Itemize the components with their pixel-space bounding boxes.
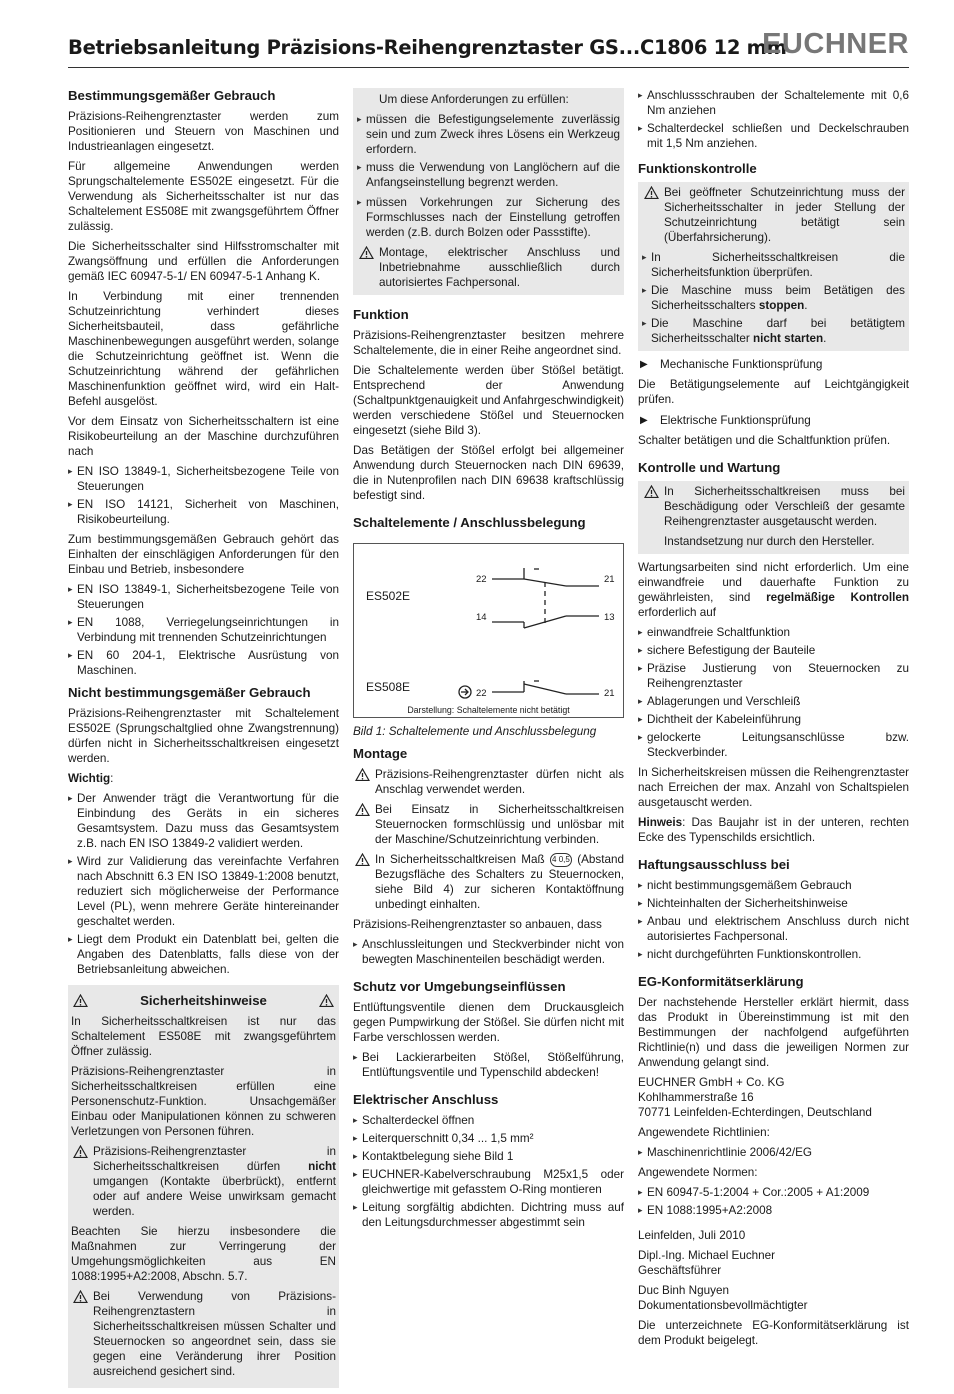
es502e-label: ES502E [366, 589, 411, 603]
requirements-box [353, 88, 624, 295]
list-item: ▸ EN 60 204-1, Elektrische Ausrüstung von Maschinen. [68, 648, 339, 678]
list-item: ▸ Maschinenrichtlinie 2006/42/EG [638, 1145, 909, 1160]
signatory: Duc Binh Nguyen Dokumentationsbevollmächtigter [638, 1284, 808, 1312]
list [353, 1050, 624, 1080]
warning-note: In Sicherheitsschaltkreisen muss bei Beschädigung oder Verschleiß der gesamte Reihengrenztaster ausgetauscht werden. [642, 484, 905, 529]
warning-icon [355, 768, 370, 781]
list-item: ▸ Anschlussleitungen und Steckverbinder nicht von bewegten Maschinenteilen beschädigt werden. [353, 937, 624, 967]
warning-icon [73, 994, 88, 1007]
warning-icon [355, 853, 370, 866]
warning-icon [644, 186, 659, 199]
heading-haftung: Haftungsausschluss bei [638, 857, 790, 872]
arrow-right-icon: ▶ [640, 415, 648, 426]
list-item: ▸ Die Maschine muss beim Betätigen des Sicherheitsschalters stoppen. [642, 283, 905, 313]
norm-list [68, 464, 339, 527]
list-item: ▸ Dichtheit der Kabeleinführung [638, 712, 909, 727]
heading-funktion: Funktion [353, 307, 409, 322]
warning-note: In Sicherheitsschaltkreisen Maß 4 0,5 (Abstand Bezugsfläche des Schalters zu Steuernocken, siehe Bild 4) zur sicheren Kontaktöffnung unbedingt einhalten. [353, 852, 624, 912]
list-item: ▸ EN ISO 13849-1, Sicherheitsbezogene Teile von Steuerungen [68, 464, 339, 494]
paragraph: In Sicherheitskreisen müssen die Reihengrenztaster nach Erreichen der max. Anzahl von Schaltspielen ausgetauscht werden. [638, 766, 909, 809]
list-item: ▸ EN ISO 14121, Sicherheit von Maschinen, Risikobeurteilung. [68, 497, 339, 527]
paragraph: Um diese Anforderungen zu erfüllen: [379, 93, 569, 106]
paragraph: Wartungsarbeiten sind nicht erforderlich. Um eine einwandfreie und dauerhafte Funktion zu gewährleisten, sind regelmäßige Kontrollen erforderlich auf [638, 561, 909, 619]
list-item: ▸ Wird zur Validierung das vereinfachte Verfahren nach Abschnitt 6.3 EN ISO 13849-1:2008 benutzt, reduziert sich möglicherweise der Performance Level (PL), wenn mehrere Geräte hintereinander geschaltet werden. [68, 854, 339, 929]
list [353, 1113, 624, 1230]
maintenance-box [638, 481, 909, 554]
signatory: Dipl.-Ing. Michael Euchner Geschäftsführer [638, 1249, 776, 1277]
list [638, 1145, 909, 1160]
list [638, 1185, 909, 1218]
list-item: ▸ Liegt dem Produkt ein Datenblatt bei, gelten die Angaben des Datenblatts, falls diese von der Betriebsanleitung abweichen. [68, 932, 339, 977]
list [638, 625, 909, 760]
paragraph: Die Schaltelemente werden über Stößel betätigt. Entsprechend der Anwendung (Schaltpunktgenauigkeit und Anfahrgeschwindigkeit) werden verschiedene Stößel und Steuernocken eingesetzt (siehe Bild 3). [353, 364, 624, 437]
sub-list [357, 112, 620, 190]
function-check-box [638, 182, 909, 351]
paragraph: Zum bestimmungsgemäßen Gebrauch gehört das Einhalten der einschlägigen Anforderungen für den Einbau und Betrieb, insbesondere [68, 533, 339, 576]
step-mechanical: ▶ Mechanische Funktionsprüfung [640, 358, 823, 371]
column-1 [68, 88, 339, 1394]
warning-note: Bei geöffneter Schutzeinrichtung muss der Sicherheitsschalter in jeder Stellung der Schutzeinrichtung betätigt sein (Überfahrsicherung). [642, 185, 905, 245]
header-rule [68, 67, 909, 68]
list-item: ▸ In Sicherheitsschaltkreisen die Sicherheitsfunktion überprüfen. [642, 250, 905, 280]
page-title: Betriebsanleitung Präzisions-Reihengrenztaster GS...C1806 12 mm [68, 36, 787, 59]
list-item: ▸ gelockerte Leitungsanschlüsse bzw. Steckverbinder. [638, 730, 909, 760]
list-item: ▸ Anschlussschrauben der Schaltelemente mit 0,6 Nm anziehen [638, 88, 909, 118]
figure-caption: Bild 1: Schaltelemente und Anschlussbelegung [353, 725, 597, 738]
paragraph: Angewendete Normen: [638, 1166, 758, 1179]
paragraph: Angewendete Richtlinien: [638, 1126, 770, 1139]
list-item: ▸ Anbau und elektrischem Anschluss durch nicht autorisiertes Fachpersonal. [638, 914, 909, 944]
paragraph: Der nachstehende Hersteller erklärt hiermit, dass das Produkt in Übereinstimmung ist mit den Bestimmungen der nachfolgend aufgeführten Richtlinie(n) und dass die jeweiligen Normen zur Anwendung gelangt sind. [638, 996, 909, 1069]
euchner-logo: EUCHNER [762, 28, 909, 60]
terminal-label: 22 [476, 688, 487, 699]
terminal-label: 21 [604, 574, 615, 585]
list [642, 250, 905, 346]
warning-note: Bei Einsatz in Sicherheitsschaltkreisen Steuernocken formschlüssig und unlösbar mit der Maschine/Schutzeinrichtung verbinden. [353, 802, 624, 847]
safety-box [68, 985, 339, 1388]
list-item: ▸ Schalterdeckel öffnen [353, 1113, 624, 1128]
list-item: ▸ Bei Lackierarbeiten Stößel, Stößelführung, Entlüftungsventile und Typenschild abdecken! [353, 1050, 624, 1080]
list-item: ▸ nicht durchgeführten Funktionskontrollen. [638, 947, 909, 962]
heading-bestimmung: Bestimmungsgemäßer Gebrauch [68, 88, 276, 103]
paragraph: Präzisions-Reihengrenztaster in Sicherheitsschaltkreisen erfüllen eine Personenschutz-Funktion. Unsachgemäßer Einbau oder Manipulationen können zu schweren Verletzungen von Personen führen. [71, 1065, 336, 1138]
list-item: ▸ einwandfreie Schaltfunktion [638, 625, 909, 640]
list [638, 878, 909, 962]
warning-note: Bei Verwendung von Präzisions-Reihengrenztastern in Sicherheitsschaltkreisen müssen Schalter und Steuernocken so angeordnet sein, dass sie gegen eine Veränderung ihrer Position ausreichend gesichert sind. [71, 1289, 336, 1379]
paragraph: Die Sicherheitsschalter sind Hilfsstromschalter mit Zwangsöffnung und erfüllen die Anforderungen gemäß IEC 60947-5-1/ EN 60947-5-1 Anhang K. [68, 240, 339, 283]
list-item: ▸ Schalterdeckel schließen und Deckelschrauben mit 1,5 Nm anziehen. [638, 121, 909, 151]
list-item: ▸ sichere Befestigung der Bauteile [638, 643, 909, 658]
paragraph: Präzisions-Reihengrenztaster werden zum Positionieren und Steuern von Maschinen und Industrieanlagen eingesetzt. [68, 110, 339, 153]
heading-elektrisch: Elektrischer Anschluss [353, 1092, 499, 1107]
norm-list [68, 582, 339, 678]
list-item: ▸ Leitung sorgfältig abdichten. Dichtring muss auf den Leitungsdurchmesser abgestimmt sein [353, 1200, 624, 1230]
wichtig-label: Wichtig: [68, 772, 114, 785]
list-item: ▸ EUCHNER-Kabelverschraubung M25x1,5 oder gleichwertige mit gefasstem O-Ring montieren [353, 1167, 624, 1197]
list-item: ▸ EN ISO 13849-1, Sicherheitsbezogene Teile von Steuerungen [68, 582, 339, 612]
list-item: ▸ Kontaktbelegung siehe Bild 1 [353, 1149, 624, 1164]
list-item: ▸ muss die Verwendung von Langlöchern auf die Anfangseinstellung begrenzt werden. [357, 160, 620, 190]
heading-eg: EG-Konformitätserklärung [638, 974, 804, 989]
paragraph: Hinweis: Das Baujahr ist in der unteren, rechten Ecke des Typenschilds ersichtlich. [638, 816, 909, 844]
paragraph: Beachten Sie hierzu insbesondere die Maßnahmen zur Verringerung der Umgehungsmöglichkeiten aus EN 1088:1995+A2:2008, Abschn. 5.7. [71, 1225, 336, 1283]
warning-icon [355, 803, 370, 816]
heading-montage: Montage [353, 746, 408, 761]
list-item: ▸ EN 60947-5-1:2004 + Cor.:2005 + A1:2009 [638, 1185, 909, 1200]
warning-note: Montage, elektrischer Anschluss und Inbetriebnahme ausschließlich durch autorisiertes Fachpersonal. [357, 245, 620, 290]
warning-icon [73, 1145, 88, 1158]
paragraph: Das Betätigen der Stößel erfolgt bei allgemeiner Anwendung durch Steuernocken nach DIN 69639, die in Nutenprofilen nach DIN 69638 kraftschlüssig befestigt sind. [353, 444, 624, 502]
paragraph: In Verbindung mit einer trennenden Schutzeinrichtung verhindert dieses Sicherheitsbauteil, dass gefährliche Maschinenbewegungen ausgeführt werden, solange die Schutzeinrichtung geöffnet ist. Wenn die Schutzeinrichtung während der gefährlichen Maschinenfunktion geöffnet wird, wird ein Halt-Befehl ausgelöst. [68, 290, 339, 408]
list-item: ▸ Leiterquerschnitt 0,34 ... 1,5 mm² [353, 1131, 624, 1146]
column-2 [353, 88, 624, 1235]
list-item: ▸ müssen Vorkehrungen zur Sicherung des Formschlusses nach der Einstellung getroffen werden (z.B. durch Bolzen oder Passstifte). [357, 195, 620, 240]
list-item: ▸ Die Maschine darf bei betätigtem Sicherheitsschalter nicht starten. [642, 316, 905, 346]
list [357, 195, 620, 240]
arrow-right-icon: ▶ [640, 359, 648, 370]
warning-note: Präzisions-Reihengrenztaster dürfen nicht als Anschlag verwendet werden. [353, 767, 624, 797]
paragraph: Präzisions-Reihengrenztaster mit Schaltelement ES502E (Sprungschaltglied ohne Zwangstrennung) dürfen nicht in Sicherheitsschaltkreisen eingesetzt werden. [68, 707, 339, 765]
wiring-diagram [353, 543, 624, 718]
list-item: ▸ Präzise Justierung von Steuernocken zu Reihengrenztaster [638, 661, 909, 691]
paragraph: Vor dem Einsatz von Sicherheitsschaltern ist eine Risikobeurteilung an der Maschine durchzuführen nach [68, 415, 339, 458]
list [353, 937, 624, 967]
safety-heading: Sicherheitshinweise [71, 993, 336, 1008]
warning-icon [359, 246, 374, 259]
paragraph: Präzisions-Reihengrenztaster besitzen mehrere Schaltelemente, die in einer Reihe angeordnet sind. [353, 329, 624, 357]
heading-schutz: Schutz vor Umgebungseinflüssen [353, 979, 566, 994]
warning-note: Präzisions-Reihengrenztaster in Sicherheitsschaltkreisen dürfen nicht umgangen (Kontakte überbrückt), entfernt oder auf andere Weise unwirksam gemacht werden. [71, 1144, 336, 1219]
es508e-label: ES508E [366, 680, 411, 694]
terminal-label: 22 [476, 574, 487, 585]
list-item: ▸ EN 1088:1995+A2:2008 [638, 1203, 909, 1218]
list-item: ▸ nicht bestimmungsgemäßem Gebrauch [638, 878, 909, 893]
warning-icon [73, 1290, 88, 1303]
list [638, 88, 909, 151]
heading-schaltelemente: Schaltelemente / Anschlussbelegung [353, 515, 586, 530]
place-date: Leinfelden, Juli 2010 [638, 1229, 746, 1242]
paragraph: Für allgemeine Anwendungen werden Sprungschaltelemente ES502E eingesetzt. Für die Verwendung als Sicherheitsschalter ist nur das Schaltelement ES508E mit zwangsgeführtem Öffner zulässig. [68, 160, 339, 233]
terminal-label: 21 [604, 688, 615, 699]
list-item: ▸ EN 1088, Verriegelungseinrichtungen in Verbindung mit trennenden Schutzeinrichtungen [68, 615, 339, 645]
heading-kontrolle: Kontrolle und Wartung [638, 460, 781, 475]
paragraph: Schalter betätigen und die Schaltfunktion prüfen. [638, 434, 891, 447]
paragraph: Die unterzeichnete EG-Konformitätserklärung ist dem Produkt beigelegt. [638, 1319, 909, 1347]
paragraph: Instandsetzung nur durch den Hersteller. [664, 535, 875, 548]
paragraph: Entlüftungsventile dienen dem Druckausgleich gegen Pumpwirkung der Stößel. Sie dürfen nicht mit Farbe verschlossen werden. [353, 1001, 624, 1044]
dimension-badge: 4 0,5 [550, 853, 572, 867]
heading-funktionskontrolle: Funktionskontrolle [638, 161, 757, 176]
list-item: ▸ Der Anwender trägt die Verantwortung für die Einbindung des Geräts in ein sicheres Gesamtsystem. Dazu muss das Gesamtsystem z.B. nach EN ISO 13849-2 validiert werden. [68, 791, 339, 851]
diagram-note: Darstellung: Schaltelemente nicht betätigt [407, 705, 570, 715]
warning-icon [644, 485, 659, 498]
step-electrical: ▶ Elektrische Funktionsprüfung [640, 414, 811, 427]
paragraph: Die Betätigungselemente auf Leichtgängigkeit prüfen. [638, 378, 909, 406]
warning-icon [319, 994, 334, 1007]
heading-nicht-bestimmung: Nicht bestimmungsgemäßer Gebrauch [68, 685, 311, 700]
paragraph: Präzisions-Reihengrenztaster so anbauen, dass [353, 918, 602, 931]
column-3 [638, 88, 909, 1353]
terminal-label: 13 [604, 612, 615, 623]
paragraph: In Sicherheitsschaltkreisen ist nur das Schaltelement ES508E mit zwangsgeführtem Öffner zulässig. [71, 1015, 336, 1058]
wichtig-list [68, 791, 339, 977]
terminal-label: 14 [476, 612, 487, 623]
list-item: ▸ Nichteinhalten der Sicherheitshinweise [638, 896, 909, 911]
address: EUCHNER GmbH + Co. KG Kohlhammerstraße 16 70771 Leinfelden-Echterdingen, Deutschland [638, 1076, 872, 1119]
list-item: ▸ Ablagerungen und Verschleiß [638, 694, 909, 709]
list-item: ▸ müssen die Befestigungselemente zuverlässig sein und zum Zweck ihres Lösens ein Werkzeug erfordern. [357, 112, 620, 157]
